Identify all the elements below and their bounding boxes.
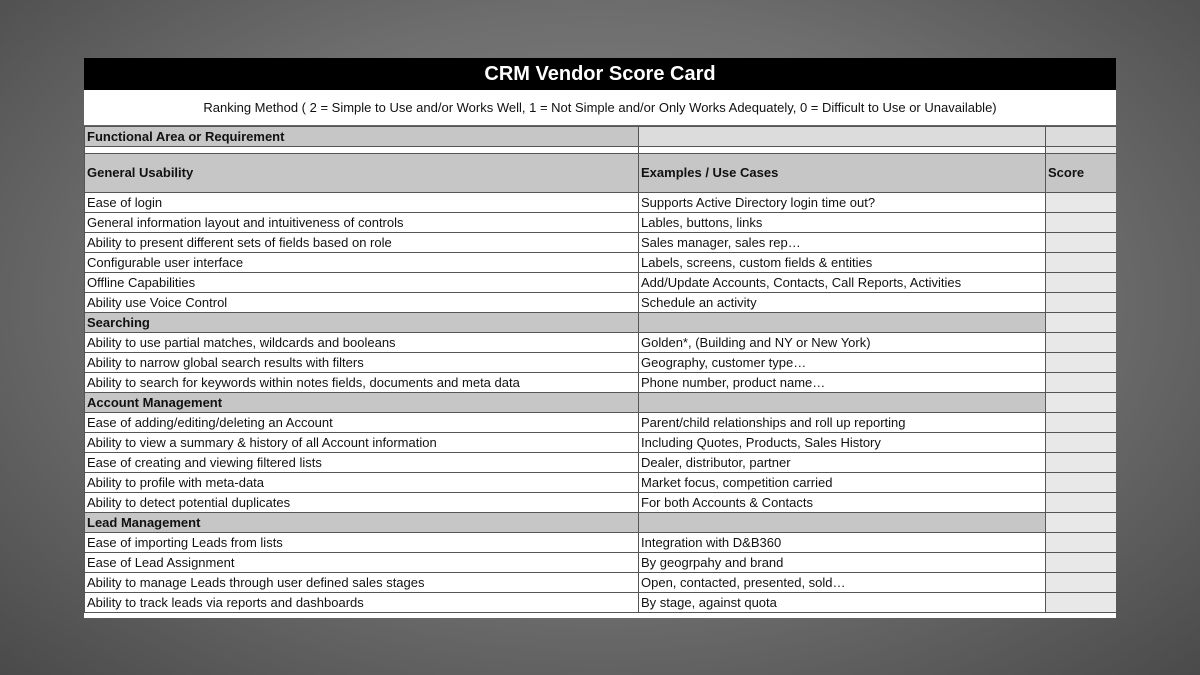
- score-cell[interactable]: [1046, 453, 1117, 473]
- score-cell[interactable]: [1046, 573, 1117, 593]
- score-cell[interactable]: [1046, 273, 1117, 293]
- requirement-cell[interactable]: Ease of adding/editing/deleting an Account: [85, 413, 639, 433]
- example-cell[interactable]: By stage, against quota: [639, 593, 1046, 613]
- score-cell[interactable]: [1046, 333, 1117, 353]
- score-cell[interactable]: [1046, 593, 1117, 613]
- spacer-cell[interactable]: [639, 147, 1046, 154]
- example-cell[interactable]: Parent/child relationships and roll up reporting: [639, 413, 1046, 433]
- score-cell[interactable]: [1046, 253, 1117, 273]
- table-row: [85, 533, 1117, 553]
- example-cell[interactable]: [639, 313, 1046, 333]
- requirement-cell[interactable]: Ease of login: [85, 193, 639, 213]
- example-cell[interactable]: Open, contacted, presented, sold…: [639, 573, 1046, 593]
- example-cell[interactable]: Supports Active Directory login time out?: [639, 193, 1046, 213]
- example-cell[interactable]: Dealer, distributor, partner: [639, 453, 1046, 473]
- table-row: [85, 353, 1117, 373]
- table-row: [85, 293, 1117, 313]
- example-cell[interactable]: Sales manager, sales rep…: [639, 233, 1046, 253]
- table-row: [85, 213, 1117, 233]
- score-cell[interactable]: [1046, 213, 1117, 233]
- spacer-cell[interactable]: [1046, 147, 1117, 154]
- example-cell[interactable]: Integration with D&B360: [639, 533, 1046, 553]
- functional-area-label[interactable]: Functional Area or Requirement: [85, 127, 639, 147]
- table-row: [85, 433, 1117, 453]
- requirement-cell[interactable]: Ease of creating and viewing filtered lists: [85, 453, 639, 473]
- scorecard-table: [84, 126, 1116, 613]
- table-row: [85, 553, 1117, 573]
- requirement-cell[interactable]: Ability to narrow global search results with filters: [85, 353, 639, 373]
- table-row: [85, 333, 1117, 353]
- requirement-cell[interactable]: Ability to present different sets of fields based on role: [85, 233, 639, 253]
- requirement-cell[interactable]: Ability to view a summary & history of all Account information: [85, 433, 639, 453]
- requirement-cell[interactable]: Offline Capabilities: [85, 273, 639, 293]
- functional-area-row: [85, 127, 1117, 147]
- section-row: [85, 393, 1117, 413]
- example-cell[interactable]: Golden*, (Building and NY or New York): [639, 333, 1046, 353]
- section-row: [85, 513, 1117, 533]
- spacer-cell[interactable]: [85, 147, 639, 154]
- ranking-method: Ranking Method ( 2 = Simple to Use and/or Works Well, 1 = Not Simple and/or Only Works Adequately, 0 = Difficult to Use or Unavailable): [84, 90, 1116, 126]
- example-cell[interactable]: [639, 393, 1046, 413]
- header-examples[interactable]: Examples / Use Cases: [639, 154, 1046, 193]
- table-row: [85, 233, 1117, 253]
- requirement-cell[interactable]: Ability to track leads via reports and dashboards: [85, 593, 639, 613]
- table-row: [85, 493, 1117, 513]
- table-row: [85, 573, 1117, 593]
- score-cell[interactable]: [1046, 193, 1117, 213]
- score-cell[interactable]: [1046, 553, 1117, 573]
- example-cell[interactable]: For both Accounts & Contacts: [639, 493, 1046, 513]
- example-cell[interactable]: Add/Update Accounts, Contacts, Call Reports, Activities: [639, 273, 1046, 293]
- header-score[interactable]: Score: [1046, 154, 1117, 193]
- table-row: [85, 473, 1117, 493]
- section-title[interactable]: Lead Management: [85, 513, 639, 533]
- example-cell[interactable]: [639, 513, 1046, 533]
- table-row: [85, 193, 1117, 213]
- functional-area-example-cell[interactable]: [639, 127, 1046, 147]
- example-cell[interactable]: Geography, customer type…: [639, 353, 1046, 373]
- table-row: [85, 253, 1117, 273]
- score-cell[interactable]: [1046, 473, 1117, 493]
- requirement-cell[interactable]: Ability to manage Leads through user defined sales stages: [85, 573, 639, 593]
- score-cell[interactable]: [1046, 433, 1117, 453]
- table-row: [85, 373, 1117, 393]
- score-cell[interactable]: [1046, 393, 1117, 413]
- table-row: [85, 413, 1117, 433]
- score-cell[interactable]: [1046, 233, 1117, 253]
- example-cell[interactable]: Market focus, competition carried: [639, 473, 1046, 493]
- example-cell[interactable]: Schedule an activity: [639, 293, 1046, 313]
- header-general-usability[interactable]: General Usability: [85, 154, 639, 193]
- requirement-cell[interactable]: Ability to profile with meta-data: [85, 473, 639, 493]
- functional-area-score-cell[interactable]: [1046, 127, 1117, 147]
- scorecard-sheet: [84, 58, 1116, 618]
- score-cell[interactable]: [1046, 533, 1117, 553]
- score-cell[interactable]: [1046, 413, 1117, 433]
- requirement-cell[interactable]: Ability to detect potential duplicates: [85, 493, 639, 513]
- example-cell[interactable]: Phone number, product name…: [639, 373, 1046, 393]
- table-row: [85, 593, 1117, 613]
- requirement-cell[interactable]: General information layout and intuitiveness of controls: [85, 213, 639, 233]
- section-title[interactable]: Account Management: [85, 393, 639, 413]
- example-cell[interactable]: Lables, buttons, links: [639, 213, 1046, 233]
- score-cell[interactable]: [1046, 493, 1117, 513]
- score-cell[interactable]: [1046, 293, 1117, 313]
- requirement-cell[interactable]: Configurable user interface: [85, 253, 639, 273]
- requirement-cell[interactable]: Ability to search for keywords within notes fields, documents and meta data: [85, 373, 639, 393]
- requirement-cell[interactable]: Ability use Voice Control: [85, 293, 639, 313]
- spacer-row: [85, 147, 1117, 154]
- requirement-cell[interactable]: Ability to use partial matches, wildcards and booleans: [85, 333, 639, 353]
- requirement-cell[interactable]: Ease of Lead Assignment: [85, 553, 639, 573]
- example-cell[interactable]: Including Quotes, Products, Sales History: [639, 433, 1046, 453]
- score-cell[interactable]: [1046, 373, 1117, 393]
- table-row: [85, 453, 1117, 473]
- section-title[interactable]: Searching: [85, 313, 639, 333]
- section-row: [85, 313, 1117, 333]
- example-cell[interactable]: By geogrpahy and brand: [639, 553, 1046, 573]
- page-title: CRM Vendor Score Card: [84, 58, 1116, 90]
- example-cell[interactable]: Labels, screens, custom fields & entities: [639, 253, 1046, 273]
- score-cell[interactable]: [1046, 353, 1117, 373]
- requirement-cell[interactable]: Ease of importing Leads from lists: [85, 533, 639, 553]
- column-header-row: [85, 154, 1117, 193]
- table-row: [85, 273, 1117, 293]
- score-cell[interactable]: [1046, 313, 1117, 333]
- score-cell[interactable]: [1046, 513, 1117, 533]
